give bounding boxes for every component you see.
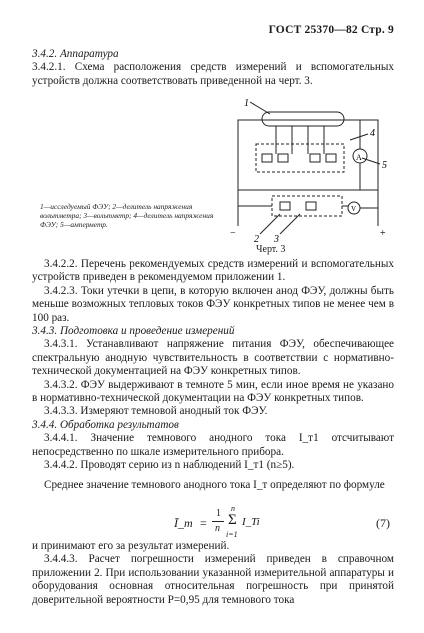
section-3-4-2 xyxy=(32,48,394,88)
tail-text xyxy=(32,540,394,607)
heading-preparation: 3.4.3. Подготовка и проведение измерений xyxy=(32,325,235,338)
para-3-4-2-2: 3.4.2.2. Перечень рекомендуемых средств измерений и вспомогательных устройств приведен в рекомендуемом приложении 1. xyxy=(32,258,394,284)
para-3-4-2-3: 3.4.2.3. Токи утечки в цепи, в которую включен анод ФЭУ, должны быть меньше возможных тепловых токов ФЭУ конкретных типов не менее чем в 100 раз. xyxy=(32,284,394,324)
pmt-divider-box xyxy=(256,144,344,172)
label-1: 1 xyxy=(244,98,249,109)
formula-number: (7) xyxy=(376,516,390,530)
para-3-4-4-3: 3.4.4.3. Расчет погрешности измерений приведен в справочном приложении 2. При использовании указанной измерительной аппаратуры и оборудования основная относительная погрешность при принятой доверительной вероятности P=0,95 для темнового тока xyxy=(32,553,394,606)
voltmeter-divider-box xyxy=(272,196,342,216)
para-accept: и принимают его за результат измерений. xyxy=(32,540,230,552)
para-3-4-3-3: 3.4.3.3. Измеряют темновой анодный ток ФЭУ. xyxy=(44,405,268,418)
para-3-4-3-1: 3.4.3.1. Устанавливают напряжение питания ФЭУ, обеспечивающее спектральную анодную чувствительность в соответствии с нормативно-технической документацией на ФЭУ конкретных типов. xyxy=(32,338,394,378)
formula-sum: Σ xyxy=(228,512,237,528)
para-3-4-2-1: 3.4.2.1. Схема расположения средств измерений и вспомогательных устройств должна соответствовать приведенной на черт. 3. xyxy=(32,61,394,87)
formula-numerator: 1 xyxy=(216,508,221,519)
formula-term: I_Ti xyxy=(242,516,260,528)
page-header: ГОСТ 25370—82 Стр. 9 xyxy=(268,24,394,36)
body-text xyxy=(32,258,394,492)
formula-denominator: n xyxy=(215,523,220,534)
figure-caption: Черт. 3 xyxy=(256,244,286,255)
para-mean: Среднее значение темнового анодного тока I_т определяют по формуле xyxy=(44,478,385,491)
formula-sum-bottom: i=1 xyxy=(226,530,238,539)
heading-apparatus: 3.4.2. Аппаратура xyxy=(32,48,119,60)
formula-lhs: Ī_т xyxy=(174,516,193,530)
para-3-4-3-2: 3.4.3.2. ФЭУ выдерживают в темноте 5 мин, если иное время не указано в нормативно-технической документации на ФЭУ конкретных типов. xyxy=(32,378,394,405)
voltmeter-label: V xyxy=(351,205,357,213)
label-3: 3 xyxy=(274,234,279,245)
formula-eq: = xyxy=(200,516,207,530)
label-4: 4 xyxy=(370,128,375,139)
ammeter-label: A xyxy=(356,153,362,162)
label-2: 2 xyxy=(254,234,259,245)
label-5: 5 xyxy=(382,160,387,171)
formula-sum-top: n xyxy=(231,504,235,513)
figure-schematic xyxy=(210,96,400,246)
heading-processing: 3.4.4. Обработка результатов xyxy=(32,418,179,431)
para-3-4-4-1: 3.4.4.1. Значение темнового анодного тока I_т1 отсчитывают непосредственно по шкале измерительного прибора. xyxy=(32,432,394,458)
plus-terminal: + xyxy=(380,228,386,239)
pmt-tube xyxy=(262,112,344,126)
formula-7 xyxy=(174,506,394,542)
minus-terminal: − xyxy=(230,228,236,239)
figure-legend: 1—исследуемый ФЭУ; 2—делитель напряжения вольтметра; 3—вольтметр; 4—делитель напряжения ФЭУ; 5—амперметр. xyxy=(40,202,214,230)
para-3-4-4-2: 3.4.4.2. Проводят серию из n наблюдений I_т1 (n≥5). xyxy=(44,459,295,472)
